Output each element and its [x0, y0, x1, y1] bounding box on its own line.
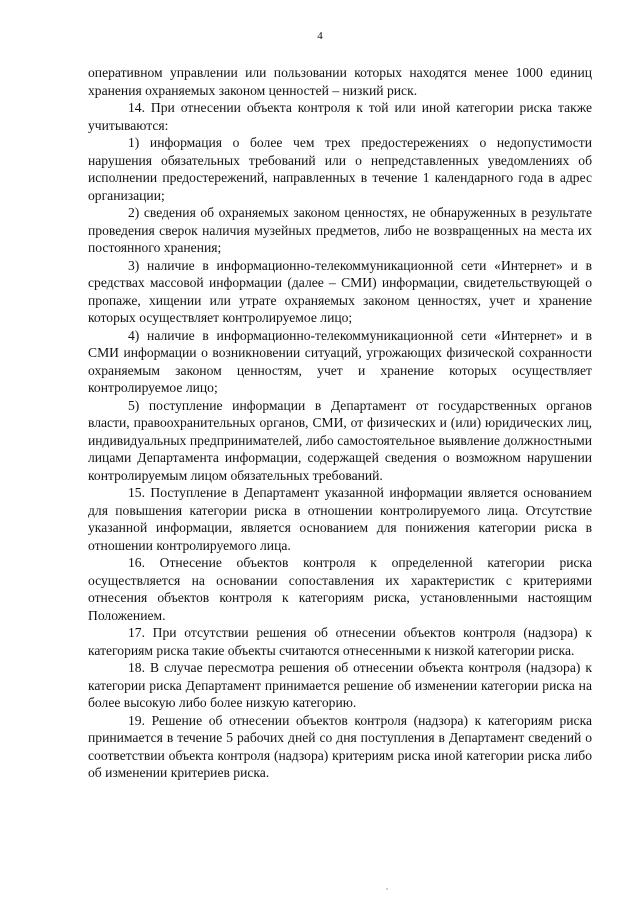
paragraph-subitem-2: 2) сведения об охраняемых законом ценностях, не обнаруженных в результате проведения сверок наличия музейных предметов, либо не возвращенных на места их постоянного хранения;: [88, 205, 592, 255]
paragraph-item-14: 14. При отнесении объекта контроля к той или иной категории риска также учитываются:: [88, 100, 592, 133]
paragraph-item-16: 16. Отнесение объектов контроля к определенной категории риска осуществляется на основании сопоставления их характеристик с критериями отнесения объектов контроля к категориям риска, установленными настоящим Положением.: [88, 555, 592, 623]
page-number: 4: [317, 30, 323, 42]
paragraph-continuation: оперативном управлении или пользовании которых находятся менее 1000 единиц хранения охраняемых законом ценностей – низкий риск.: [88, 65, 592, 98]
paragraph-subitem-4: 4) наличие в информационно-телекоммуникационной сети «Интернет» и в СМИ информации о возникновении ситуаций, угрожающих физической сохранности охраняемым законом ценностям, учет и хранение которых осуществляет контролируемое лицо;: [88, 327, 592, 395]
paragraph-item-17: 17. При отсутствии решения об отнесении объектов контроля (надзора) к категориям риска такие объекты считаются отнесенными к низкой категории риска.: [88, 625, 592, 658]
paragraph-subitem-1: 1) информация о более чем трех предостережениях о недопустимости нарушения обязательных требований или о непредставленных уведомлениях об исполнении предостережений, направленных в течение 1 календарного года в адрес организации;: [88, 135, 592, 203]
paragraph-subitem-3: 3) наличие в информационно-телекоммуникационной сети «Интернет» и в средствах массовой информации (далее – СМИ) информации, свидетельствующей о пропаже, хищении или утрате охраняемых законом ценностях, учет и хранение которых осуществляет контролируемое лицо;: [88, 257, 592, 325]
paragraph-item-15: 15. Поступление в Департамент указанной информации является основанием для повышения категории риска в отношении контролируемого лица. Отсутствие указанной информации, является основанием для понижения категории риска в отношении контролируемого лица.: [88, 485, 592, 553]
scan-speck: [386, 888, 388, 890]
document-body: [88, 64, 592, 782]
paragraph-subitem-5: 5) поступление информации в Департамент от государственных органов власти, правоохранительных органов, СМИ, от физических и (или) юридических лиц, индивидуальных предпринимателей, либо самостоятельное выявление должностными лицами Департамента информации, содержащей сведения о возможном нарушении контролируемым лицом обязательных требований.: [88, 397, 592, 483]
paragraph-item-18: 18. В случае пересмотра решения об отнесении объекта контроля (надзора) к категории риска Департамент принимается решение об изменении категории риска на более высокую либо более низкую категорию.: [88, 660, 592, 710]
paragraph-item-19: 19. Решение об отнесении объектов контроля (надзора) к категориям риска принимается в течение 5 рабочих дней со дня поступления в Департамент сведений о соответствии объекта контроля (надзора) критериям риска иной категории риска либо об изменении критериев риска.: [88, 712, 592, 780]
